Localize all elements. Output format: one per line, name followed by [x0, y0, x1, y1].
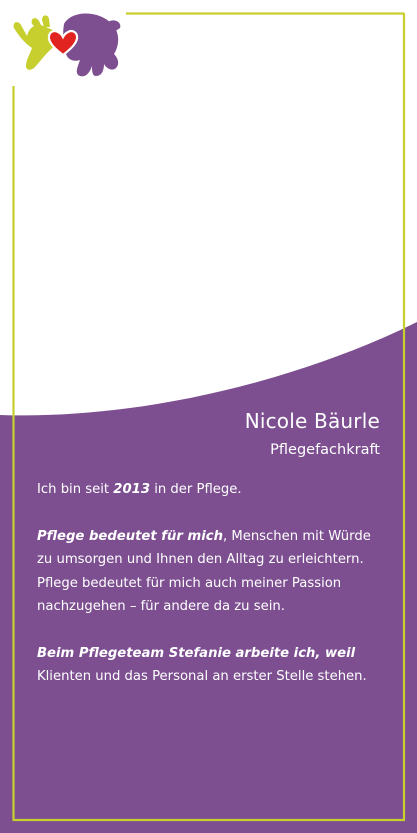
paragraph-reason [37, 642, 387, 689]
person-name: Nicole Bäurle [244, 409, 380, 433]
experience-year: 2013 [113, 482, 151, 497]
experience-suffix: in der Pflege. [150, 482, 242, 497]
person-role: Pflegefachkraft [270, 442, 380, 458]
meaning-text: , Menschen mit Würde zu umsorgen und Ihnen den Alltag zu erleichtern. Pflege bedeutet für mich auch meiner Passion nachzugehen – für andere da zu sein. [37, 528, 371, 614]
profile-text [37, 478, 387, 712]
paragraph-experience [37, 478, 387, 502]
paragraph-meaning [37, 525, 387, 619]
reason-text: Klienten und das Personal an erster Stelle stehen. [37, 669, 367, 684]
care-hands-logo [8, 8, 128, 88]
reason-lead: Beim Pflegeteam Stefanie arbeite ich, weil [37, 645, 356, 661]
experience-prefix: Ich bin seit [37, 482, 114, 497]
meaning-lead: Pflege bedeutet für mich [37, 528, 223, 544]
